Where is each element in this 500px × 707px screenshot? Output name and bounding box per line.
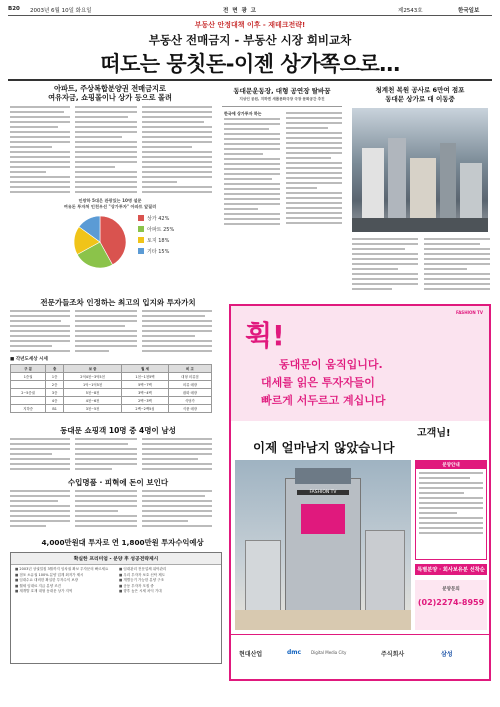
table-cell: 2~5층권 xyxy=(11,389,46,397)
ad-big-word: 휙! xyxy=(245,319,285,352)
table-header-cell: 월 세 xyxy=(122,365,169,373)
section3-text-c xyxy=(142,438,212,474)
newspaper-name: 한국일보 xyxy=(458,8,480,14)
pie-chart xyxy=(60,212,190,274)
table-cell: 2백~3백 xyxy=(122,397,169,405)
table-cell: 5천~8천 xyxy=(64,389,122,397)
table-cell: 잡화 매장 xyxy=(168,389,211,397)
section4-text-a xyxy=(10,490,70,532)
sponsor-bar xyxy=(231,634,489,679)
list-item: ■ 점포 소유권 100% 분양 업계 최저가 제시 xyxy=(15,573,115,579)
table-row xyxy=(11,373,212,381)
table-cell: B1 xyxy=(46,405,64,413)
section3-heading: 동대문 쇼핑객 10명 중 4명이 남성 xyxy=(60,426,176,435)
sponsor: 현대산업 xyxy=(239,651,263,658)
legend-swatch xyxy=(138,237,144,243)
summary-list-right xyxy=(119,567,219,595)
col3-text-a xyxy=(352,238,418,296)
col1-text-b xyxy=(75,106,137,196)
section4-text-b xyxy=(75,490,137,532)
table-cell: 식품 매장 xyxy=(168,405,211,413)
legend-swatch xyxy=(138,248,144,254)
col2-subsection: 한국에 상가투자 하는 xyxy=(224,111,262,116)
info-panel xyxy=(415,460,487,560)
section2-text-a xyxy=(10,310,70,356)
table-title: ■ 각년도세상 시세 xyxy=(10,357,48,362)
table-cell: 1억~1억5천 xyxy=(64,381,122,389)
building-illustration xyxy=(235,460,411,630)
legend-swatch xyxy=(138,215,144,221)
col3-text-b xyxy=(424,238,490,296)
list-item: ■ 임대수요 대비한 확실한 투자수익 보장 xyxy=(15,578,115,584)
table-cell: 의류 매장 xyxy=(168,381,211,389)
col2-rule xyxy=(222,106,342,107)
building-sign: FASHION TV xyxy=(297,490,349,495)
list-item: ■ 개별등기 가능한 분양 구조 xyxy=(119,578,219,584)
table-cell: 1층권 xyxy=(11,373,46,381)
ad-line1: 동대문이 움직입니다. xyxy=(279,358,383,371)
list-item: ■ 우리 투자자 보호 신탁 제도 xyxy=(119,573,219,579)
summary-box-title: 확실한 프리미엄 - 분양 후 성공전략제시 xyxy=(11,553,221,565)
table-cell: 1층 xyxy=(46,373,64,381)
table-row xyxy=(11,389,212,397)
table-cell xyxy=(11,397,46,405)
col1-heading: 아파트, 주상복합분양권 전매금지로 여유자금, 쇼핑몰이나 상가 등으로 몰려 xyxy=(48,84,172,102)
legend-label: 기타 15% xyxy=(147,249,170,255)
table-cell: 5백~7백 xyxy=(122,381,169,389)
table-cell: 2층 xyxy=(46,381,64,389)
section4-text-c xyxy=(142,490,212,532)
section3-text-b xyxy=(75,438,137,474)
table-cell xyxy=(11,381,46,389)
table-cell: 1천~1천5백 xyxy=(122,373,169,381)
table-header-cell: 보 증 xyxy=(64,365,122,373)
phone-label: 분양문의 xyxy=(442,587,460,592)
ad-banner xyxy=(231,424,489,458)
section-label: 전 면 광 고 xyxy=(223,8,257,14)
section4-heading: 수입명품 · 피혁에 돈이 보인다 xyxy=(67,478,169,487)
edition-number: 제2543호 xyxy=(398,8,423,14)
page-number: B20 xyxy=(8,6,20,12)
table-row xyxy=(11,381,212,389)
city-photo xyxy=(352,108,488,232)
table-header-cell: 층 xyxy=(46,365,64,373)
phone-box[interactable] xyxy=(415,580,487,630)
special-offer: 특별분양 · 회사보유분 선착순 xyxy=(415,564,487,575)
ad-line2: 대세를 읽은 투자자들이 xyxy=(261,376,375,389)
legend-swatch xyxy=(138,226,144,232)
table-cell: 2백~2백5십 xyxy=(122,405,169,413)
headline-title: 떠도는 뭉칫돈-이젠 상가쪽으로… xyxy=(100,52,400,76)
headline-subtitle: 부동산 전매금지 - 부동산 시장 희비교차 xyxy=(148,33,352,47)
table-row xyxy=(11,405,212,413)
table-cell: 4천~6천 xyxy=(64,397,122,405)
col2-text-a xyxy=(224,118,280,228)
advertisement[interactable] xyxy=(229,304,491,681)
list-item: ■ 2003년 상권밀집 3월까지 임차권 확보 투자문의 빠르세요 xyxy=(15,567,115,573)
sponsor: 삼성 xyxy=(441,651,453,658)
pie-chart-title: 인왕하 5대은 관광있는 10명 설문 여유돈 투자처 인천우선 "상가투자" 아파트 앞질러 xyxy=(63,198,157,209)
list-item: ■ 공동 투자자 모집 중 xyxy=(119,584,219,590)
table-cell: 3층 xyxy=(46,389,64,397)
table-cell: 지하층 xyxy=(11,405,46,413)
table-header-cell: 구 분 xyxy=(11,365,46,373)
ad-logo: FASHION TV xyxy=(455,310,483,315)
col2-subheading: 지상인 공원, 지하엔 새롭문화극장 극장 문화공간 추진 xyxy=(239,97,325,101)
headline-kicker: 부동산 안정대책 이후 - 재테크전략! xyxy=(194,21,306,29)
col2-text-b xyxy=(286,112,342,227)
summary-list-left xyxy=(15,567,115,595)
table-cell: 3백~4백 xyxy=(122,389,169,397)
table-cell: 식당가 xyxy=(168,397,211,405)
list-item: ■ 재개발 호재 대형 동대문 상가 지역 xyxy=(15,589,115,595)
col1-text-c xyxy=(142,106,212,196)
table-cell: 대형 의류점 xyxy=(168,373,211,381)
table-header-cell: 비 고 xyxy=(168,365,211,373)
sponsor: dmc xyxy=(287,649,302,656)
col1-text-a xyxy=(10,106,70,196)
ad-banner-big: 이제 얼마남지 않았습니다 xyxy=(253,440,395,455)
list-item: ■ 임대관리 전문업체 위탁관리 xyxy=(119,567,219,573)
headline-rule xyxy=(8,79,492,81)
list-item: ■ 월세 임대료 지급 분양 조건 xyxy=(15,584,115,590)
legend-label: 상가 42% xyxy=(147,216,170,222)
legend-label: 아파트 25% xyxy=(147,227,175,233)
summary-box xyxy=(10,552,222,664)
section2-text-b xyxy=(75,310,137,356)
col3-heading: 청계천 복원 공사로 6만여 점포 동대문 상가로 대 이동중 xyxy=(375,86,465,103)
info-title: 분양안내 xyxy=(416,461,486,469)
ad-line3: 빠르게 서두르고 계십니다 xyxy=(261,394,386,407)
legend-label: 토지 18% xyxy=(147,238,170,244)
ad-banner-small: 고객님! xyxy=(417,428,451,439)
table-cell: 2억4천~3억5천 xyxy=(64,373,122,381)
section3-text-a xyxy=(10,438,70,474)
col2-heading: 동대문운동장, 대형 공연장 탈바꿈 xyxy=(233,87,331,95)
sponsor: 주식회사 xyxy=(381,651,405,658)
list-item: ■ 향후 높은 시세 차익 기대 xyxy=(119,589,219,595)
summary-heading: 4,000만원대 투자로 연 1,800만원 투자수익예상 xyxy=(41,538,204,547)
section2-text-c xyxy=(142,310,212,356)
table-cell: 3천~5천 xyxy=(64,405,122,413)
sponsor: Digital Media City xyxy=(311,650,347,655)
page-date: 2003년 6월 10일 화요일 xyxy=(30,8,92,14)
table-cell: 4층 xyxy=(46,397,64,405)
section2-heading: 전문가들조차 인정하는 최고의 입지와 투자가치 xyxy=(40,298,196,307)
page-header xyxy=(8,4,492,16)
table-row xyxy=(11,397,212,405)
price-table xyxy=(10,364,212,413)
phone-number[interactable]: (02)2274-8959 xyxy=(417,598,485,607)
